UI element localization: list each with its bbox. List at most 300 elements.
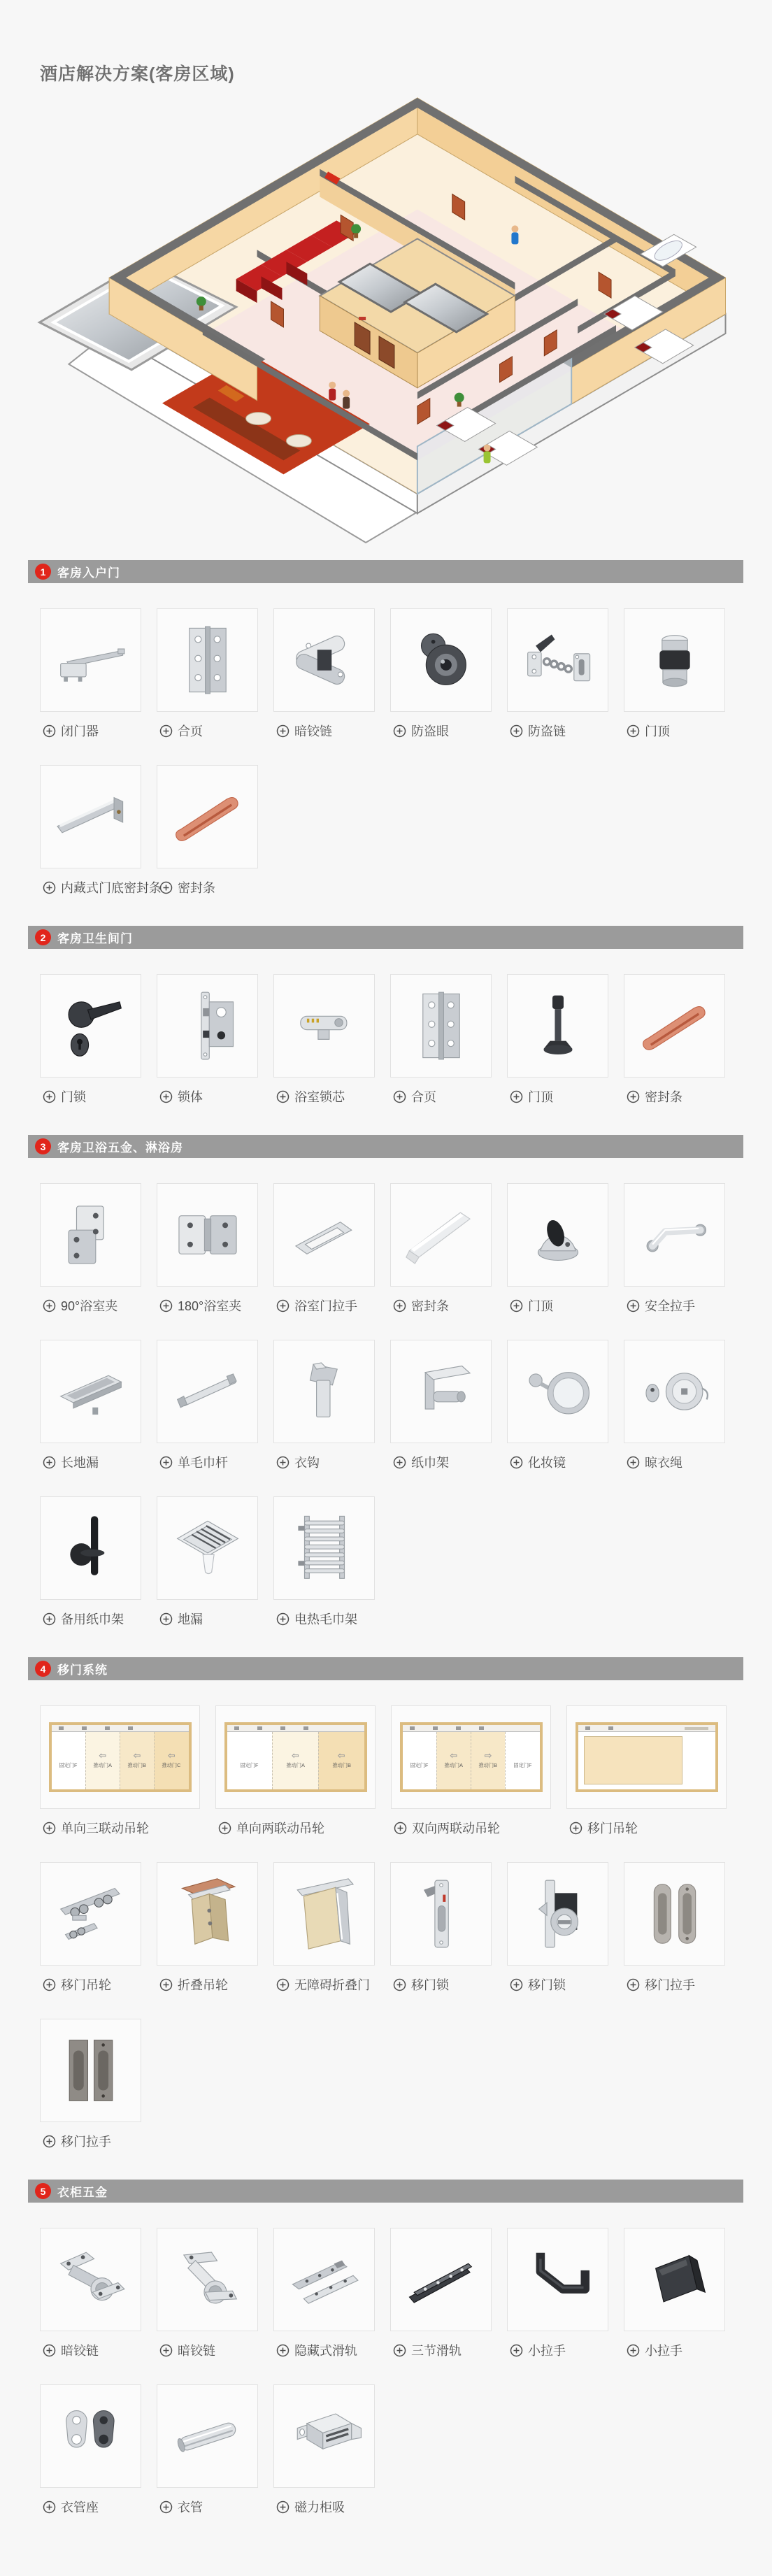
product-item — [624, 1862, 725, 1994]
plus-circle-icon — [159, 2500, 173, 2514]
product-link[interactable] — [273, 1087, 375, 1105]
product-item — [624, 974, 725, 1105]
plus-circle-icon — [393, 1299, 406, 1312]
plus-circle-icon — [159, 2344, 173, 2357]
flush-pull-rect-icon — [40, 2019, 141, 2122]
product-link[interactable] — [40, 1087, 141, 1105]
product-link[interactable] — [215, 1819, 376, 1837]
section-header — [28, 1657, 743, 1680]
plus-circle-icon — [43, 1456, 56, 1469]
product-item — [157, 2228, 258, 2359]
product-link[interactable] — [624, 1975, 725, 1994]
sliding-door-diagram-card — [566, 1705, 727, 1809]
clothesline-icon — [624, 1340, 725, 1443]
bath-door-handle-icon — [273, 1183, 375, 1287]
product-link[interactable] — [157, 878, 258, 896]
glass-clamp-180-icon — [157, 1183, 258, 1287]
plus-circle-icon — [393, 724, 406, 738]
product-item — [390, 608, 492, 740]
card-row — [40, 2384, 772, 2516]
plus-circle-icon — [159, 1299, 173, 1312]
product-item — [391, 1705, 551, 1837]
product-link[interactable] — [40, 1610, 141, 1628]
product-link[interactable] — [273, 1453, 375, 1471]
plus-circle-icon — [276, 1456, 290, 1469]
product-item — [273, 2384, 375, 2516]
section-number-badge: 3 — [35, 1138, 51, 1154]
sliding-door-diagram-card — [391, 1705, 551, 1809]
door-stop-cylinder-icon — [624, 608, 725, 712]
product-item — [507, 2228, 608, 2359]
card-row — [40, 1340, 772, 1471]
plus-circle-icon — [43, 2500, 56, 2514]
card-row — [40, 2228, 772, 2359]
section-number-badge: 1 — [35, 564, 51, 580]
product-link[interactable] — [273, 2498, 375, 2516]
section-number-badge: 2 — [35, 929, 51, 945]
product-item — [215, 1705, 376, 1837]
product-link[interactable] — [390, 1087, 492, 1105]
product-link[interactable] — [40, 2132, 141, 2150]
product-label: 单毛巾杆 — [178, 1456, 228, 1470]
plus-circle-icon — [569, 1822, 582, 1835]
door-panel: 固定门F — [505, 1732, 539, 1789]
product-link[interactable] — [157, 1975, 258, 1994]
door-stop-pole-icon — [507, 974, 608, 1078]
product-label: 移门拉手 — [645, 1978, 695, 1992]
product-link[interactable] — [624, 2341, 725, 2359]
section-body — [0, 583, 772, 926]
product-link[interactable] — [624, 722, 725, 740]
section-title: 衣柜五金 — [57, 2186, 108, 2199]
heated-towel-rack-icon — [273, 1496, 375, 1600]
section-header — [28, 560, 743, 583]
product-label: 90°浴室夹 — [61, 1299, 118, 1313]
card-row — [40, 1862, 772, 1994]
product-link[interactable] — [507, 1296, 608, 1315]
product-link[interactable] — [624, 1087, 725, 1105]
card-row — [40, 974, 772, 1105]
product-label: 门锁 — [61, 1090, 86, 1104]
plus-circle-icon — [43, 1299, 56, 1312]
card-row — [40, 765, 772, 896]
product-item — [273, 1183, 375, 1315]
door-panel: ⇦ 推动门B — [318, 1732, 364, 1789]
door-stop-dome-icon — [507, 1183, 608, 1287]
door-panel: ⇦ 推动门A — [85, 1732, 120, 1789]
section-number-badge: 5 — [35, 2183, 51, 2199]
seal-strip-pink-icon — [157, 765, 258, 868]
spare-paper-holder-icon — [40, 1496, 141, 1600]
product-label: 闭门器 — [61, 724, 99, 738]
product-item — [390, 1340, 492, 1471]
product-item — [40, 1705, 200, 1837]
makeup-mirror-icon — [507, 1340, 608, 1443]
product-link[interactable] — [507, 1087, 608, 1105]
product-label: 单向三联动吊轮 — [61, 1822, 149, 1836]
product-label: 衣钩 — [294, 1456, 320, 1470]
sliding-door-diagram — [400, 1722, 543, 1792]
product-link[interactable] — [273, 1296, 375, 1315]
product-label: 密封条 — [178, 881, 215, 895]
product-item — [390, 1183, 492, 1315]
plus-circle-icon — [218, 1822, 231, 1835]
plus-circle-icon — [159, 1978, 173, 1991]
product-item — [157, 608, 258, 740]
door-panel: ⇦ 推动门B — [120, 1732, 154, 1789]
product-label: 180°浴室夹 — [178, 1299, 242, 1313]
product-item — [273, 974, 375, 1105]
product-item — [507, 1183, 608, 1315]
product-item — [273, 2228, 375, 2359]
plus-circle-icon — [43, 724, 56, 738]
product-item — [566, 1705, 727, 1837]
plus-circle-icon — [276, 2344, 290, 2357]
product-link[interactable] — [390, 1453, 492, 1471]
flush-pull-oval-icon — [624, 1862, 725, 1966]
sliding-door-diagram — [576, 1722, 718, 1792]
product-item — [507, 1340, 608, 1471]
plus-circle-icon — [510, 1978, 523, 1991]
product-item — [40, 2384, 141, 2516]
product-link[interactable] — [157, 1296, 258, 1315]
product-label: 双向两联动吊轮 — [412, 1822, 500, 1836]
tube-seat-icon — [40, 2384, 141, 2488]
door-closer-icon — [40, 608, 141, 712]
plus-circle-icon — [43, 2135, 56, 2148]
product-item — [273, 1862, 375, 1994]
product-link[interactable] — [157, 2498, 258, 2516]
section-body — [0, 949, 772, 1135]
product-link[interactable] — [40, 1975, 141, 1994]
grab-bar-icon — [624, 1183, 725, 1287]
plus-circle-icon — [510, 1299, 523, 1312]
plus-circle-icon — [393, 1456, 406, 1469]
plus-circle-icon — [627, 1299, 640, 1312]
floor-plan-illustration — [26, 92, 746, 545]
product-link[interactable] — [40, 2498, 141, 2516]
product-label: 折叠吊轮 — [178, 1978, 228, 1992]
sliding-roller-icon — [40, 1862, 141, 1966]
plus-circle-icon — [393, 2344, 406, 2357]
card-row — [40, 1183, 772, 1315]
product-link[interactable] — [566, 1819, 727, 1837]
concealed-slide-icon — [273, 2228, 375, 2331]
product-link[interactable] — [273, 2341, 375, 2359]
product-link[interactable] — [40, 1296, 141, 1315]
lock-body-icon — [157, 974, 258, 1078]
plus-circle-icon — [43, 1090, 56, 1103]
product-item — [157, 1862, 258, 1994]
product-label: 衣管 — [178, 2500, 203, 2514]
seal-strip-pink-icon — [624, 974, 725, 1078]
card-row — [40, 1496, 772, 1628]
product-link[interactable] — [624, 1453, 725, 1471]
plus-circle-icon — [627, 1978, 640, 1991]
product-link[interactable] — [157, 722, 258, 740]
plus-circle-icon — [510, 1090, 523, 1103]
sliding-door-diagram — [224, 1722, 367, 1792]
product-label: 暗铰链 — [61, 2344, 99, 2358]
folding-roller-icon — [157, 1862, 258, 1966]
product-label: 门顶 — [645, 724, 670, 738]
product-link[interactable] — [40, 1453, 141, 1471]
security-chain-icon — [507, 608, 608, 712]
product-label: 纸巾架 — [411, 1456, 449, 1470]
plus-circle-icon — [394, 1822, 407, 1835]
plus-circle-icon — [159, 881, 173, 894]
product-label: 衣管座 — [61, 2500, 99, 2514]
section-5 — [0, 2180, 772, 2545]
peephole-icon — [390, 608, 492, 712]
section-number-badge: 4 — [35, 1661, 51, 1677]
sections — [0, 560, 772, 2545]
section-2 — [0, 926, 772, 1135]
product-link[interactable] — [40, 878, 162, 896]
product-item — [624, 608, 725, 740]
product-item — [507, 608, 608, 740]
product-label: 暗铰链 — [294, 724, 332, 738]
product-item — [157, 1340, 258, 1471]
sliding-lock-round-icon — [507, 1862, 608, 1966]
product-label: 暗铰链 — [178, 2344, 215, 2358]
section-title: 客房入户门 — [57, 566, 120, 580]
plus-circle-icon — [510, 724, 523, 738]
product-label: 移门锁 — [528, 1978, 566, 1992]
plus-circle-icon — [43, 1612, 56, 1626]
plus-circle-icon — [627, 1090, 640, 1103]
accessible-folding-door-icon — [273, 1862, 375, 1966]
cabinet-hinge-2-icon — [157, 2228, 258, 2331]
product-label: 电热毛巾架 — [294, 1612, 357, 1626]
section-body — [0, 1680, 772, 2180]
section-header — [28, 926, 743, 949]
plus-circle-icon — [159, 1612, 173, 1626]
plus-circle-icon — [276, 1978, 290, 1991]
product-link[interactable] — [157, 1610, 258, 1628]
section-body — [0, 1158, 772, 1657]
product-item — [624, 1340, 725, 1471]
product-link[interactable] — [273, 1975, 375, 1994]
product-link[interactable] — [40, 1819, 200, 1837]
section-title: 移门系统 — [57, 1663, 108, 1677]
card-row — [40, 608, 772, 740]
product-label: 锁体 — [178, 1090, 203, 1104]
product-item — [40, 765, 162, 896]
sliding-lock-plate-icon — [390, 1862, 492, 1966]
plus-circle-icon — [393, 1978, 406, 1991]
plus-circle-icon — [510, 1456, 523, 1469]
plus-circle-icon — [276, 1612, 290, 1626]
plus-circle-icon — [627, 2344, 640, 2357]
door-panel: ⇦ 推动门C — [154, 1732, 188, 1789]
product-item — [157, 1183, 258, 1315]
door-panel: ⇨ 推动门B — [471, 1732, 505, 1789]
product-label: 隐藏式滑轨 — [294, 2344, 357, 2358]
product-label: 防盗链 — [528, 724, 566, 738]
product-item — [273, 1496, 375, 1628]
sliding-door-diagram — [49, 1722, 192, 1792]
plus-circle-icon — [276, 1299, 290, 1312]
product-link[interactable] — [390, 2341, 492, 2359]
product-link[interactable] — [390, 1975, 492, 1994]
plus-circle-icon — [393, 1090, 406, 1103]
floor-drain-long-icon — [40, 1340, 141, 1443]
plus-circle-icon — [159, 724, 173, 738]
product-link[interactable] — [273, 722, 375, 740]
section-header — [28, 1135, 743, 1158]
product-link[interactable] — [507, 1453, 608, 1471]
hinge-icon — [390, 974, 492, 1078]
plus-circle-icon — [159, 1090, 173, 1103]
product-item — [273, 1340, 375, 1471]
plus-circle-icon — [43, 1978, 56, 1991]
product-label: 浴室锁芯 — [294, 1090, 345, 1104]
product-label: 长地漏 — [61, 1456, 99, 1470]
product-link[interactable] — [390, 722, 492, 740]
door-panel: 固定门F — [403, 1732, 436, 1789]
page-title: 酒店解决方案(客房区域) — [40, 64, 235, 84]
door-panel: 固定门F — [227, 1732, 273, 1789]
product-label: 备用纸巾架 — [61, 1612, 124, 1626]
product-item — [390, 1862, 492, 1994]
plus-circle-icon — [276, 1090, 290, 1103]
product-item — [507, 974, 608, 1105]
product-label: 小拉手 — [528, 2344, 566, 2358]
product-item — [507, 1862, 608, 1994]
product-item — [157, 1496, 258, 1628]
product-label: 合页 — [178, 724, 203, 738]
product-link[interactable] — [157, 1453, 258, 1471]
product-item — [40, 608, 141, 740]
section-3 — [0, 1135, 772, 1657]
door-panel: 固定门F — [52, 1732, 85, 1789]
product-label: 三节滑轨 — [411, 2344, 462, 2358]
product-label: 门顶 — [528, 1090, 553, 1104]
lever-lock-icon — [40, 974, 141, 1078]
small-handle-icon — [507, 2228, 608, 2331]
section-4 — [0, 1657, 772, 2180]
section-title: 客房卫生间门 — [57, 932, 133, 945]
plus-circle-icon — [627, 1456, 640, 1469]
door-panel: ⇦ 推动门A — [272, 1732, 318, 1789]
small-handle-plate-icon — [624, 2228, 725, 2331]
plus-circle-icon — [43, 1822, 56, 1835]
robe-hook-icon — [273, 1340, 375, 1443]
floor-plan-svg — [26, 92, 746, 545]
paper-holder-icon — [390, 1340, 492, 1443]
magnetic-catch-icon — [273, 2384, 375, 2488]
product-label: 门顶 — [528, 1299, 553, 1313]
product-label: 晾衣绳 — [645, 1456, 682, 1470]
product-label: 浴室门拉手 — [294, 1299, 357, 1313]
product-label: 单向两联动吊轮 — [236, 1822, 324, 1836]
product-item — [273, 608, 375, 740]
product-label: 移门吊轮 — [61, 1978, 111, 1992]
door-bottom-seal-icon — [40, 765, 141, 868]
product-item — [40, 1340, 141, 1471]
product-link[interactable] — [391, 1819, 551, 1837]
product-label: 无障碍折叠门 — [294, 1978, 370, 1992]
product-item — [624, 2228, 725, 2359]
product-item — [390, 974, 492, 1105]
product-item — [390, 2228, 492, 2359]
plus-circle-icon — [159, 1456, 173, 1469]
product-label: 移门拉手 — [61, 2135, 111, 2149]
product-label: 密封条 — [411, 1299, 449, 1313]
section-1 — [0, 560, 772, 926]
product-label: 内藏式门底密封条 — [61, 881, 162, 895]
card-row — [40, 1705, 772, 1837]
product-item — [157, 974, 258, 1105]
product-link[interactable] — [40, 2341, 141, 2359]
plus-circle-icon — [510, 2344, 523, 2357]
plus-circle-icon — [43, 2344, 56, 2357]
product-link[interactable] — [507, 1975, 608, 1994]
product-item — [157, 2384, 258, 2516]
glass-clamp-90-icon — [40, 1183, 141, 1287]
product-label: 移门吊轮 — [587, 1822, 638, 1836]
product-link[interactable] — [624, 1296, 725, 1315]
floor-drain-square-icon — [157, 1496, 258, 1600]
product-link[interactable] — [273, 1610, 375, 1628]
product-label: 密封条 — [645, 1090, 682, 1104]
lock-cylinder-icon — [273, 974, 375, 1078]
product-label: 合页 — [411, 1090, 436, 1104]
wardrobe-tube-icon — [157, 2384, 258, 2488]
ball-bearing-slide-icon — [390, 2228, 492, 2331]
product-item — [624, 1183, 725, 1315]
product-label: 化妆镜 — [528, 1456, 566, 1470]
sliding-door-diagram-card — [40, 1705, 200, 1809]
product-label: 移门锁 — [411, 1978, 449, 1992]
plus-circle-icon — [627, 724, 640, 738]
sliding-door-diagram-card — [215, 1705, 376, 1809]
product-link[interactable] — [40, 722, 141, 740]
card-row — [40, 2019, 772, 2150]
product-item — [40, 1183, 141, 1315]
product-link[interactable] — [390, 1296, 492, 1315]
plus-circle-icon — [276, 2500, 290, 2514]
product-label: 防盗眼 — [411, 724, 449, 738]
product-link[interactable] — [507, 2341, 608, 2359]
product-label: 磁力柜吸 — [294, 2500, 345, 2514]
product-label: 地漏 — [178, 1612, 203, 1626]
cabinet-hinge-icon — [40, 2228, 141, 2331]
door-panel: ⇦ 推动门A — [436, 1732, 471, 1789]
section-title: 客房卫浴五金、淋浴房 — [57, 1141, 183, 1154]
product-label: 小拉手 — [645, 2344, 682, 2358]
product-item — [157, 765, 258, 896]
towel-bar-icon — [157, 1340, 258, 1443]
product-link[interactable] — [157, 1087, 258, 1105]
plus-circle-icon — [43, 881, 56, 894]
product-link[interactable] — [157, 2341, 258, 2359]
hinge-icon — [157, 608, 258, 712]
product-item — [40, 1862, 141, 1994]
section-header — [28, 2180, 743, 2203]
product-item — [40, 974, 141, 1105]
product-label: 安全拉手 — [645, 1299, 695, 1313]
product-item — [40, 1496, 141, 1628]
concealed-hinge-icon — [273, 608, 375, 712]
seal-strip-clear-icon — [390, 1183, 492, 1287]
plus-circle-icon — [276, 724, 290, 738]
product-item — [40, 2019, 141, 2150]
product-link[interactable] — [507, 722, 608, 740]
section-body — [0, 2203, 772, 2545]
product-item — [40, 2228, 141, 2359]
